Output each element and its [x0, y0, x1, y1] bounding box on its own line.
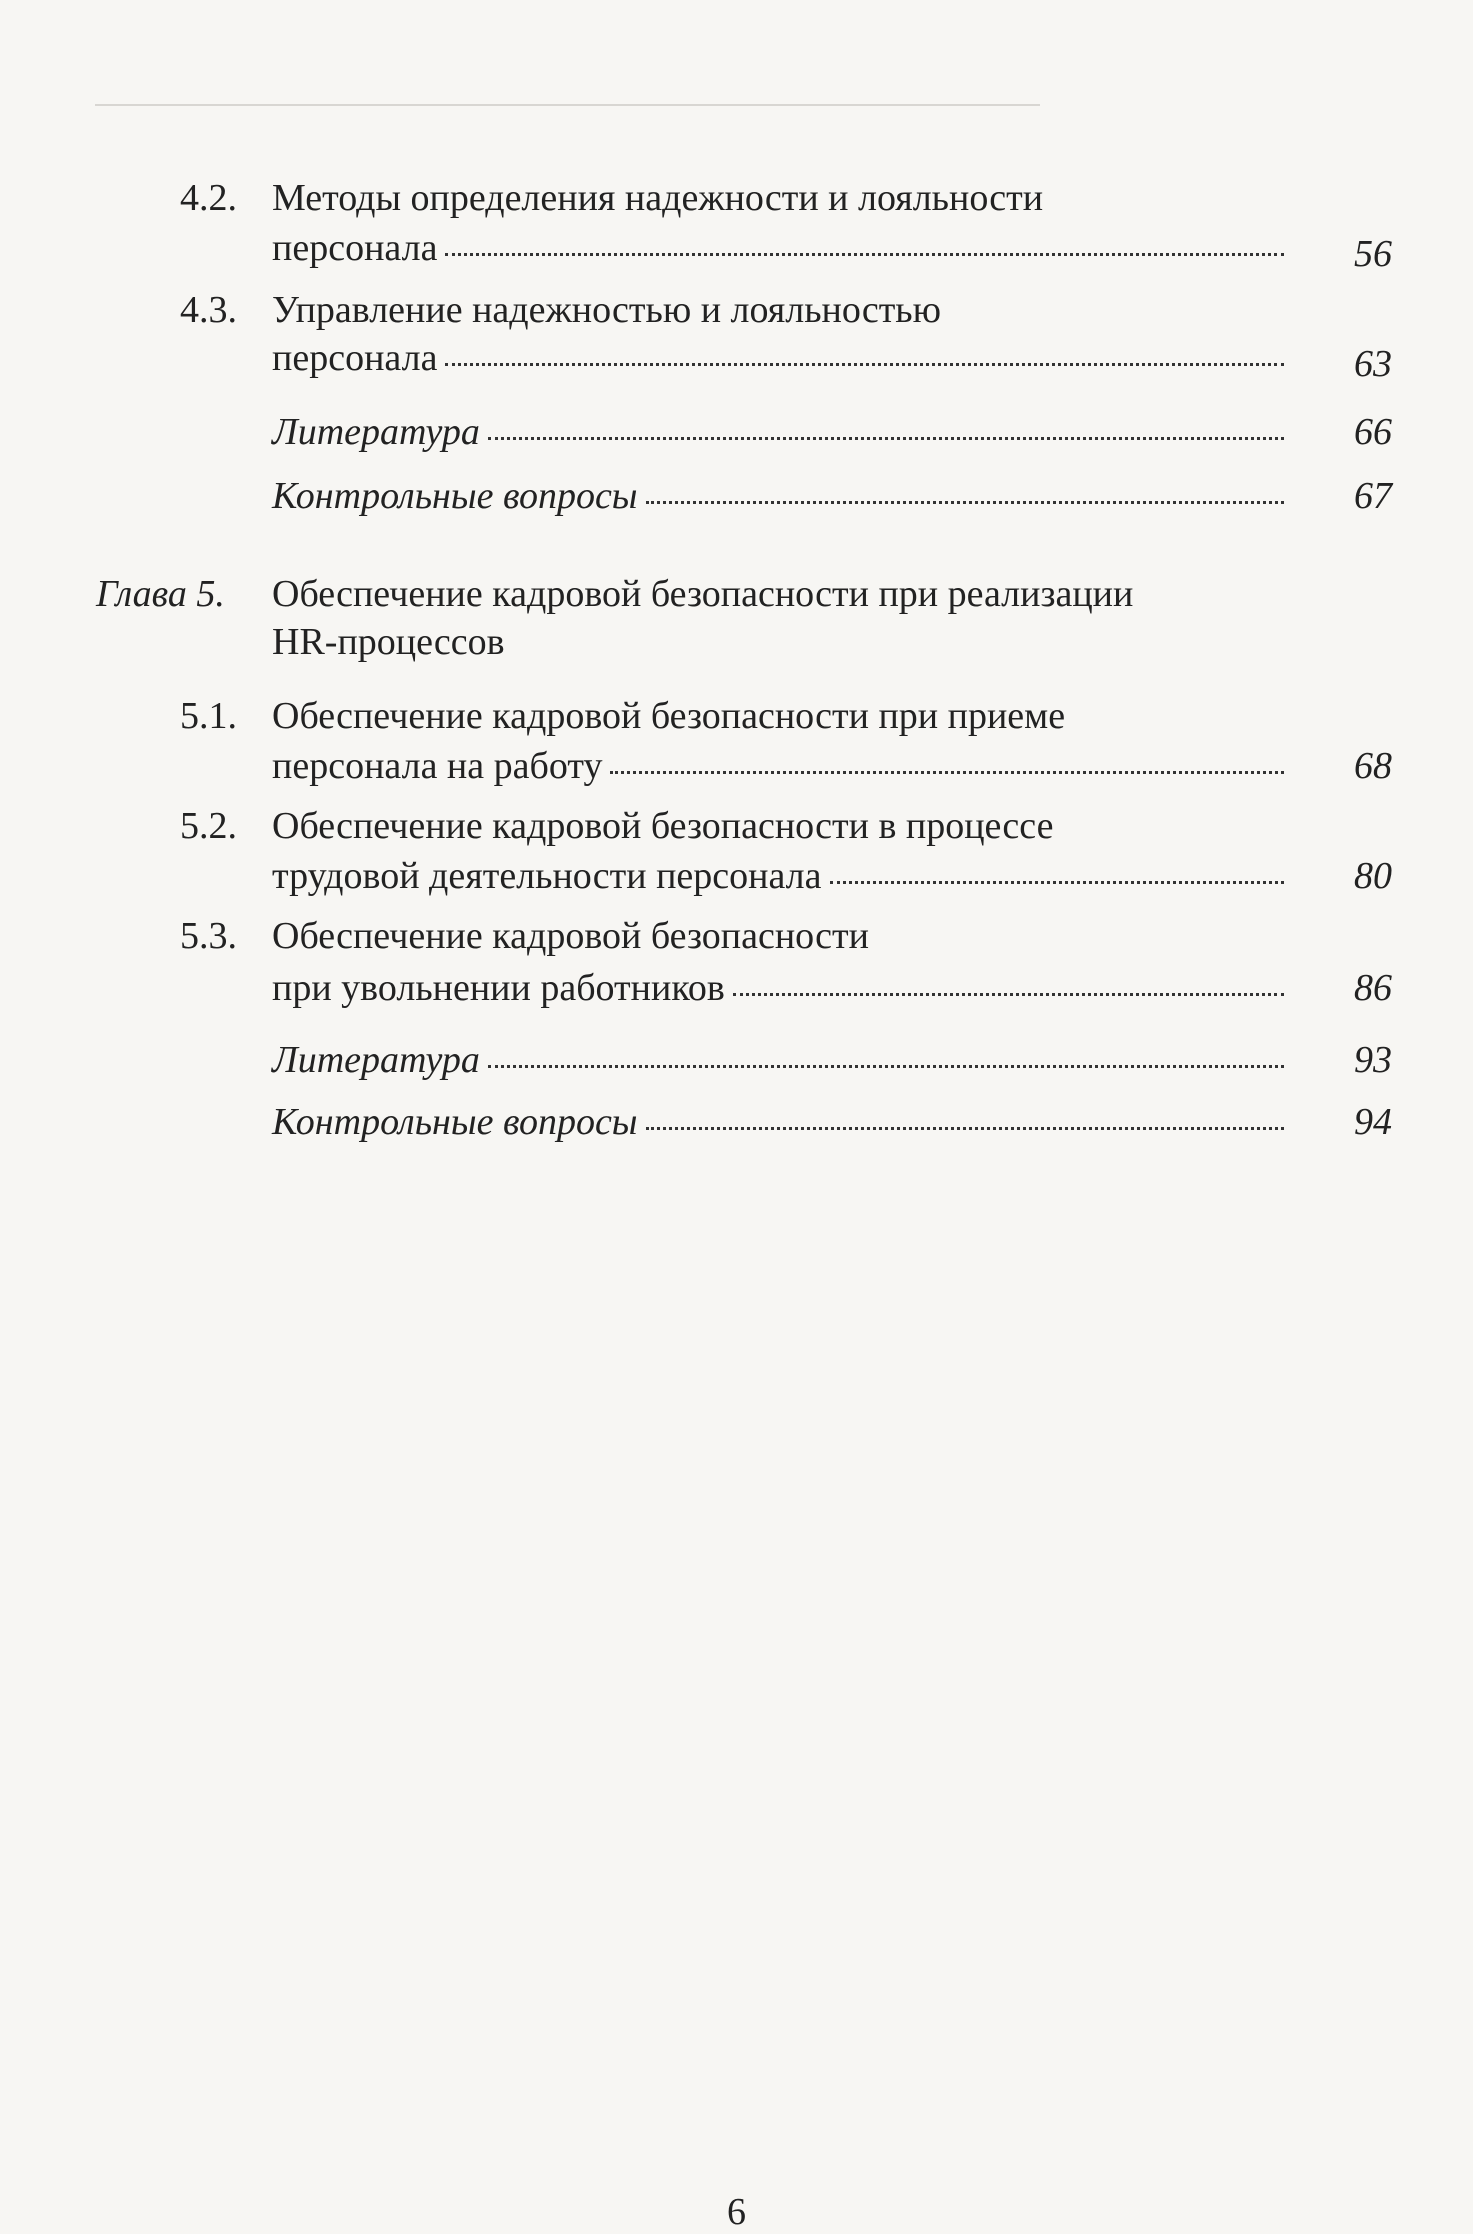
leader-line: при увольнении работников: [272, 962, 1290, 1014]
dot-leader: [445, 253, 1284, 256]
chapter-title: Обеспечение кадровой безопасности при реализации: [272, 573, 1134, 615]
section-title: Обеспечение кадровой безопасности: [272, 915, 869, 957]
leader-line: Литература: [272, 406, 1290, 458]
dot-leader: [646, 501, 1284, 504]
page-number: 80: [1354, 855, 1392, 897]
section-number: 5.3.: [180, 915, 237, 957]
dot-leader: [488, 437, 1284, 440]
dot-leader: [445, 363, 1284, 366]
section-number: 4.2.: [180, 177, 237, 219]
page-number: 67: [1354, 475, 1392, 517]
section-title: Управление надежностью и лояльностью: [272, 289, 942, 331]
page-number: 93: [1354, 1039, 1392, 1081]
page-number: 66: [1354, 411, 1392, 453]
header-rule: [95, 104, 1040, 106]
section-title: Методы определения надежности и лояльности: [272, 177, 1044, 219]
dot-leader: [610, 771, 1284, 774]
dot-leader: [488, 1065, 1284, 1068]
leader-line: трудовой деятельности персонала: [272, 850, 1290, 902]
leader-line: Контрольные вопросы: [272, 470, 1290, 522]
page-number: 94: [1354, 1101, 1392, 1143]
page-number: 68: [1354, 745, 1392, 787]
section-title: Обеспечение кадровой безопасности при приеме: [272, 695, 1066, 737]
page-number: 56: [1354, 233, 1392, 275]
section-number: 4.3.: [180, 289, 237, 331]
section-number: 5.2.: [180, 805, 237, 847]
page-number: 86: [1354, 967, 1392, 1009]
section-number: 5.1.: [180, 695, 237, 737]
page-number: 63: [1354, 343, 1392, 385]
leader-line: персонала: [272, 222, 1290, 274]
dot-leader: [830, 881, 1285, 884]
chapter-number: Глава 5.: [96, 573, 225, 615]
leader-line: персонала: [272, 332, 1290, 384]
section-title: Обеспечение кадровой безопасности в процессе: [272, 805, 1054, 847]
dot-leader: [733, 993, 1284, 996]
dot-leader: [646, 1127, 1284, 1130]
page-folio: 6: [727, 2191, 746, 2233]
leader-line: Контрольные вопросы: [272, 1096, 1290, 1148]
chapter-title-continued: HR-процессов: [272, 621, 505, 663]
leader-line: персонала на работу: [272, 740, 1290, 792]
leader-line: Литература: [272, 1034, 1290, 1086]
